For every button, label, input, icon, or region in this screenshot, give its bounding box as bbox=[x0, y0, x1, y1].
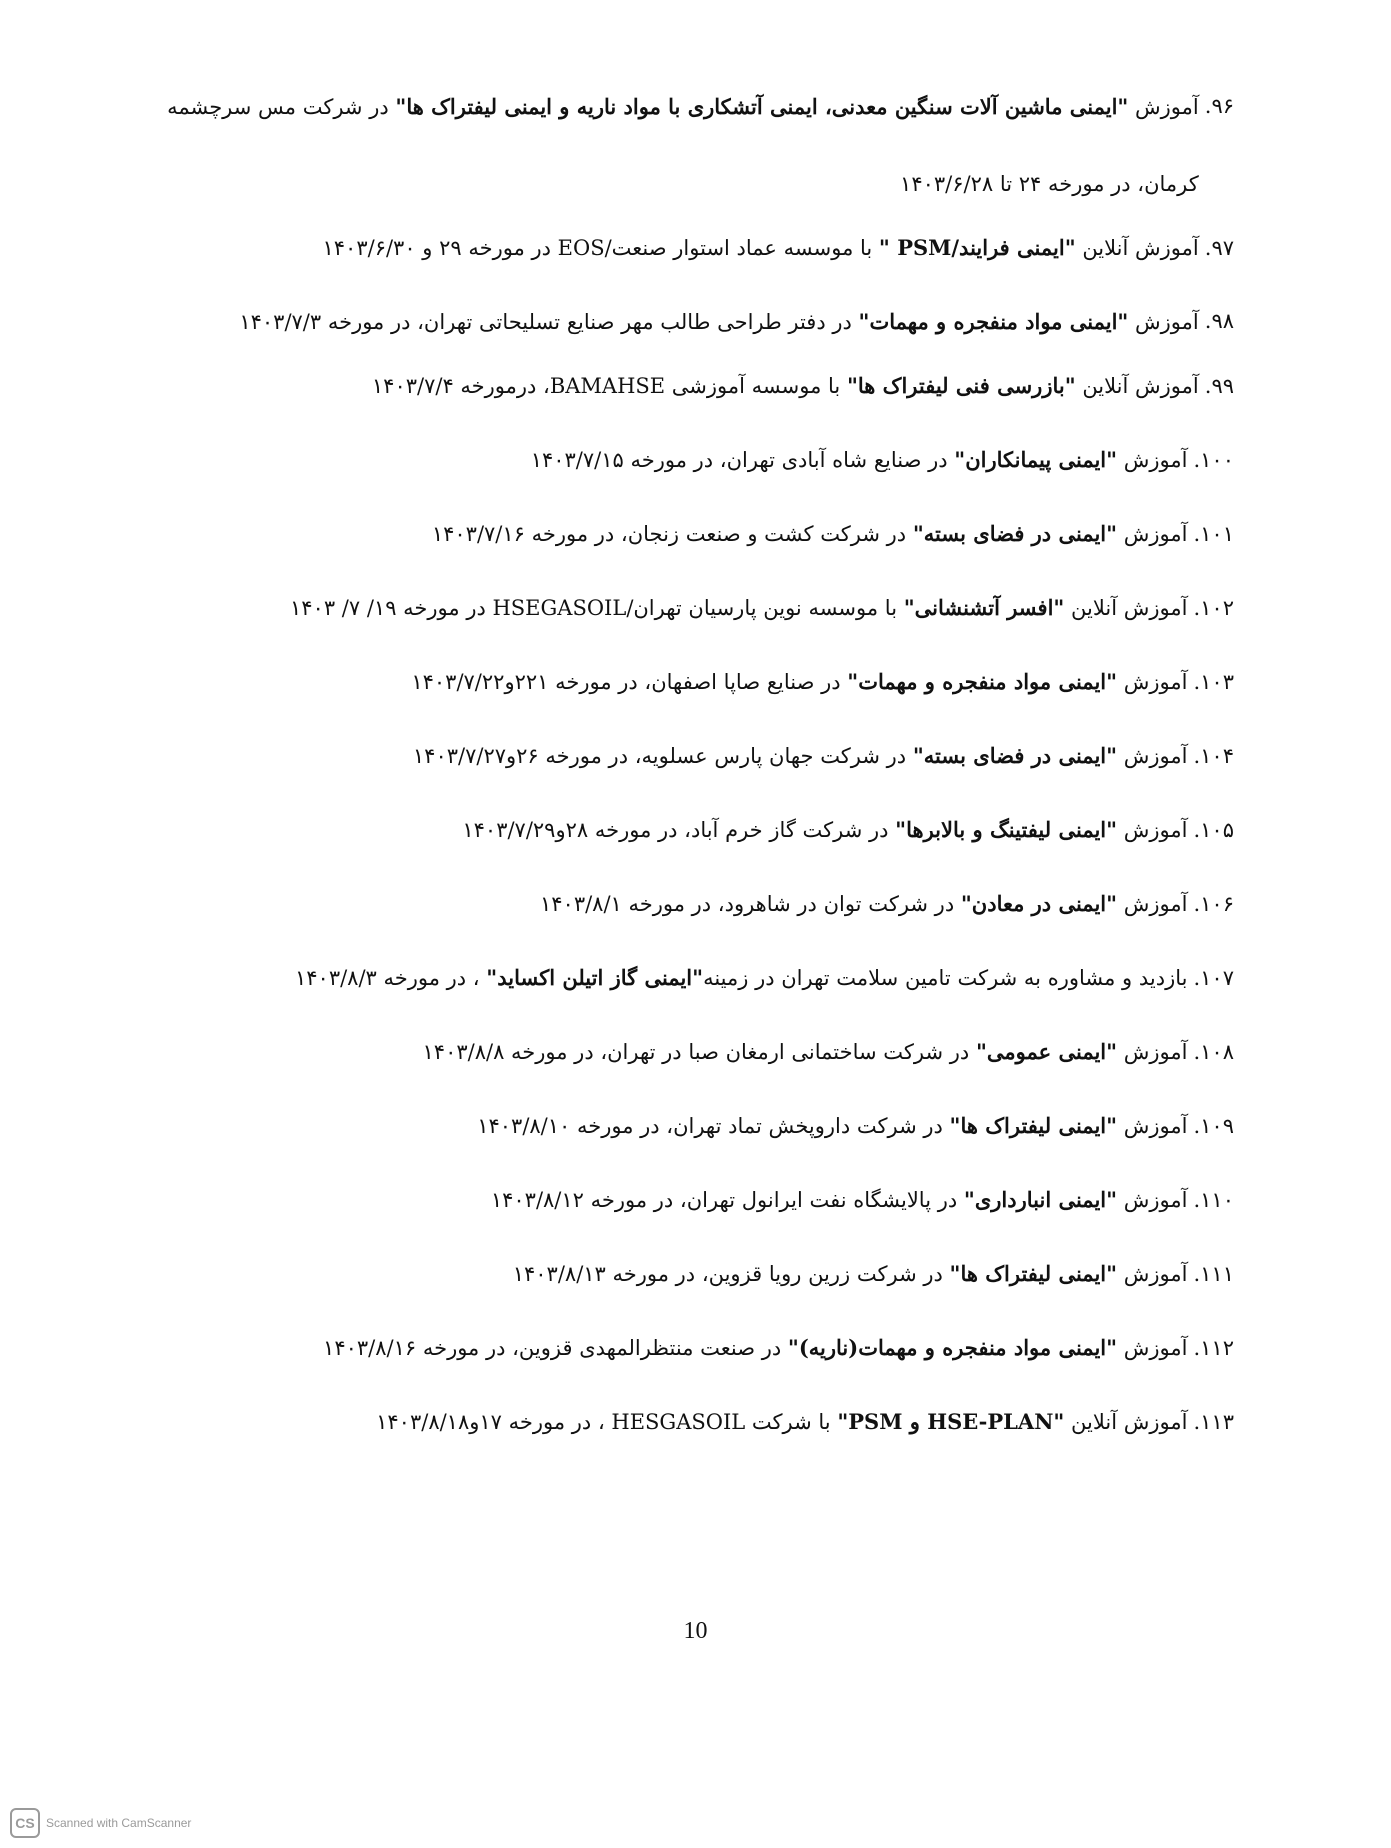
list-item bbox=[110, 68, 1234, 223]
item-text: آموزش "ایمنی ماشین آلات سنگین معدنی، ایمنی آتشکاری با مواد ناریه و ایمنی لیفتراک ها" در شرکت مس سرچشمه کرمان، در مورخه ۲۴ تا ۱۴۰۳/۶/۲۸ bbox=[167, 94, 1199, 196]
item-text: آموزش "ایمنی در فضای بسته" در شرکت کشت و صنعت زنجان، در مورخه ۱۴۰۳/۷/۱۶ bbox=[431, 521, 1188, 546]
item-number: ۱۱۱. bbox=[1193, 1262, 1234, 1286]
item-text: آموزش آنلاین "افسر آتشنشانی" با موسسه نوین پارسیان تهران/HSEGASOIL در مورخه ۱۹/ ۷/ ۱۴۰۳ bbox=[289, 595, 1188, 620]
item-text: آموزش "ایمنی پیمانکاران" در صنایع شاه آبادی تهران، در مورخه ۱۴۰۳/۷/۱۵ bbox=[530, 447, 1188, 472]
list-item bbox=[110, 741, 1234, 771]
item-number: ۱۰۵. bbox=[1193, 818, 1234, 842]
list-item bbox=[110, 233, 1234, 263]
item-text: آموزش "ایمنی انبارداری" در پالایشگاه نفت ایرانول تهران، در مورخه ۱۴۰۳/۸/۱۲ bbox=[490, 1187, 1188, 1212]
item-text: بازدید و مشاوره به شرکت تامین سلامت تهران در زمینه"ایمنی گاز اتیلن اکساید" ، در مورخه ۱۴۰۳/۸/۳ bbox=[294, 965, 1188, 990]
training-list bbox=[110, 92, 1234, 1481]
item-number: ۹۶. bbox=[1204, 94, 1234, 118]
list-item bbox=[110, 519, 1234, 549]
list-item bbox=[110, 371, 1234, 401]
item-text: آموزش "ایمنی مواد منفجره و مهمات(ناریه)" در صنعت منتظرالمهدی قزوین، در مورخه ۱۴۰۳/۸/۱۶ bbox=[323, 1335, 1188, 1360]
item-text: آموزش آنلاین "ایمنی فرایند/PSM " با موسسه عماد استوار صنعت/EOS در مورخه ۲۹ و ۱۴۰۳/۶/۳۰ bbox=[322, 235, 1199, 260]
item-number: ۱۱۲. bbox=[1193, 1336, 1234, 1360]
item-number: ۹۹. bbox=[1204, 374, 1234, 398]
item-number: ۱۰۰. bbox=[1193, 448, 1234, 472]
item-number: ۱۱۰. bbox=[1193, 1188, 1234, 1212]
list-item bbox=[110, 889, 1234, 919]
list-item bbox=[110, 963, 1234, 993]
scanner-watermark bbox=[10, 1808, 191, 1838]
item-text: آموزش "ایمنی در فضای بسته" در شرکت جهان پارس عسلویه، در مورخه ۲۶و۱۴۰۳/۷/۲۷ bbox=[412, 743, 1188, 768]
item-number: ۱۰۸. bbox=[1193, 1040, 1234, 1064]
page-number: 10 bbox=[683, 1618, 708, 1644]
list-item bbox=[110, 815, 1234, 845]
item-text: آموزش آنلاین "بازرسی فنی لیفتراک ها" با موسسه آموزشی BAMAHSE، درمورخه ۱۴۰۳/۷/۴ bbox=[371, 373, 1199, 398]
list-item bbox=[110, 1333, 1234, 1363]
item-text: آموزش "ایمنی مواد منفجره و مهمات" در دفتر طراحی طالب مهر صنایع تسلیحاتی تهران، در مورخه ۱۴۰۳/۷/۳ bbox=[239, 309, 1199, 334]
item-number: ۱۰۹. bbox=[1193, 1114, 1234, 1138]
list-item bbox=[110, 593, 1234, 623]
item-text: آموزش آنلاین "HSE-PLAN و PSM" با شرکت HESGASOIL ، در مورخه ۱۷و۱۴۰۳/۸/۱۸ bbox=[376, 1409, 1188, 1434]
list-item bbox=[110, 445, 1234, 475]
item-text: آموزش "ایمنی عمومی" در شرکت ساختمانی ارمغان صبا در تهران، در مورخه ۱۴۰۳/۸/۸ bbox=[422, 1039, 1188, 1064]
item-text: آموزش "ایمنی لیفتراک ها" در شرکت زرین رویا قزوین، در مورخه ۱۴۰۳/۸/۱۳ bbox=[512, 1261, 1188, 1286]
list-item bbox=[110, 1185, 1234, 1215]
item-text: آموزش "ایمنی مواد منفجره و مهمات" در صنایع صاپا اصفهان، در مورخه ۲۲۱و۱۴۰۳/۷/۲۲ bbox=[411, 669, 1188, 694]
item-number: ۱۱۳. bbox=[1193, 1410, 1234, 1434]
item-number: ۱۰۶. bbox=[1193, 892, 1234, 916]
list-item bbox=[110, 1111, 1234, 1141]
item-text: آموزش "ایمنی در معادن" در شرکت توان در شاهرود، در مورخه ۱۴۰۳/۸/۱ bbox=[539, 891, 1188, 916]
item-text: آموزش "ایمنی لیفتراک ها" در شرکت داروپخش تماد تهران، در مورخه ۱۴۰۳/۸/۱۰ bbox=[477, 1113, 1188, 1138]
item-number: ۹۸. bbox=[1204, 309, 1234, 333]
list-item bbox=[110, 1037, 1234, 1067]
list-item bbox=[110, 667, 1234, 697]
item-number: ۱۰۳. bbox=[1193, 670, 1234, 694]
camscanner-logo-icon: CS bbox=[10, 1808, 40, 1838]
list-item bbox=[110, 1259, 1234, 1289]
item-number: ۹۷. bbox=[1204, 236, 1234, 260]
item-number: ۱۰۲. bbox=[1193, 596, 1234, 620]
list-item bbox=[110, 283, 1234, 361]
list-item bbox=[110, 1407, 1234, 1437]
item-number: ۱۰۴. bbox=[1193, 744, 1234, 768]
item-number: ۱۰۱. bbox=[1193, 522, 1234, 546]
item-text: آموزش "ایمنی لیفتینگ و بالابرها" در شرکت گاز خرم آباد، در مورخه ۲۸و۱۴۰۳/۷/۲۹ bbox=[462, 817, 1188, 842]
watermark-text: Scanned with CamScanner bbox=[46, 1816, 192, 1830]
item-number: ۱۰۷. bbox=[1193, 966, 1234, 990]
